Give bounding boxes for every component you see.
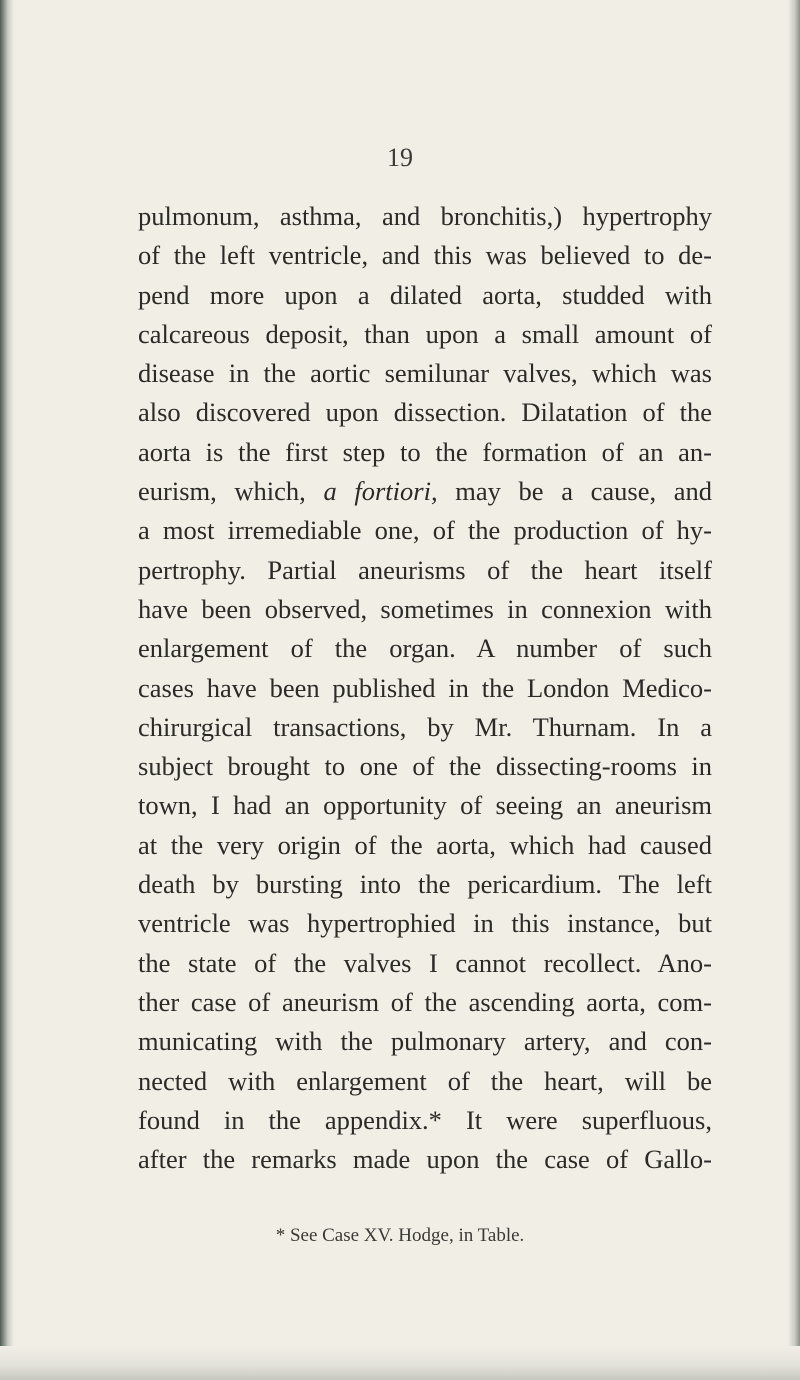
text-line: the state of the valves I cannot recollect. Ano- <box>138 947 712 978</box>
text-line: disease in the aortic semilunar valves, which was <box>138 358 712 389</box>
text-line: chirurgical transactions, by Mr. Thurnam. In a <box>138 711 712 742</box>
body-text <box>138 197 712 1179</box>
scan-edge-right <box>788 0 800 1380</box>
text-line: of the left ventricle, and this was believed to de- <box>138 240 712 271</box>
scan-edge-bottom <box>0 1346 800 1380</box>
text-line: pulmonum, asthma, and bronchitis,) hypertrophy <box>138 201 712 231</box>
italic-phrase: a fortiori, <box>323 476 438 507</box>
text-line: death by bursting into the pericardium. The left <box>138 869 712 900</box>
text-line: enlargement of the organ. A number of such <box>138 633 712 664</box>
text-line: pend more upon a dilated aorta, studded with <box>138 279 712 310</box>
text-line: after the remarks made upon the case of Gallo- <box>138 1144 712 1175</box>
text-line: pertrophy. Partial aneurisms of the heart itself <box>138 554 712 585</box>
footnote: * See Case XV. Hodge, in Table. <box>275 1225 525 1246</box>
text-line: ther case of aneurism of the ascending aorta, com- <box>138 986 712 1017</box>
scan-edge-left <box>0 0 14 1380</box>
text-line: at the very origin of the aorta, which had caused <box>138 829 712 860</box>
page-number: 19 <box>387 143 413 172</box>
text-line: have been observed, sometimes in connexion with <box>138 593 712 624</box>
text-line: a most irremediable one, of the production of hy- <box>138 515 712 546</box>
text-line: subject brought to one of the dissecting-rooms in <box>138 751 712 782</box>
text-line: found in the appendix.* It were superfluous, <box>138 1104 712 1135</box>
text-line <box>138 472 712 511</box>
text-line: town, I had an opportunity of seeing an aneurism <box>138 790 712 821</box>
text-line: calcareous deposit, than upon a small amount of <box>138 318 712 349</box>
text-line: aorta is the first step to the formation of an an- <box>138 436 712 467</box>
text-segment: may be a cause, and <box>455 476 713 507</box>
text-line: cases have been published in the London Medico- <box>138 672 712 703</box>
text-line: municating with the pulmonary artery, and con- <box>138 1026 712 1057</box>
text-line: ventricle was hypertrophied in this instance, but <box>138 908 712 939</box>
text-line: also discovered upon dissection. Dilatation of the <box>138 397 712 428</box>
text-line: nected with enlargement of the heart, will be <box>138 1065 712 1096</box>
text-segment: eurism, which, <box>138 476 306 507</box>
